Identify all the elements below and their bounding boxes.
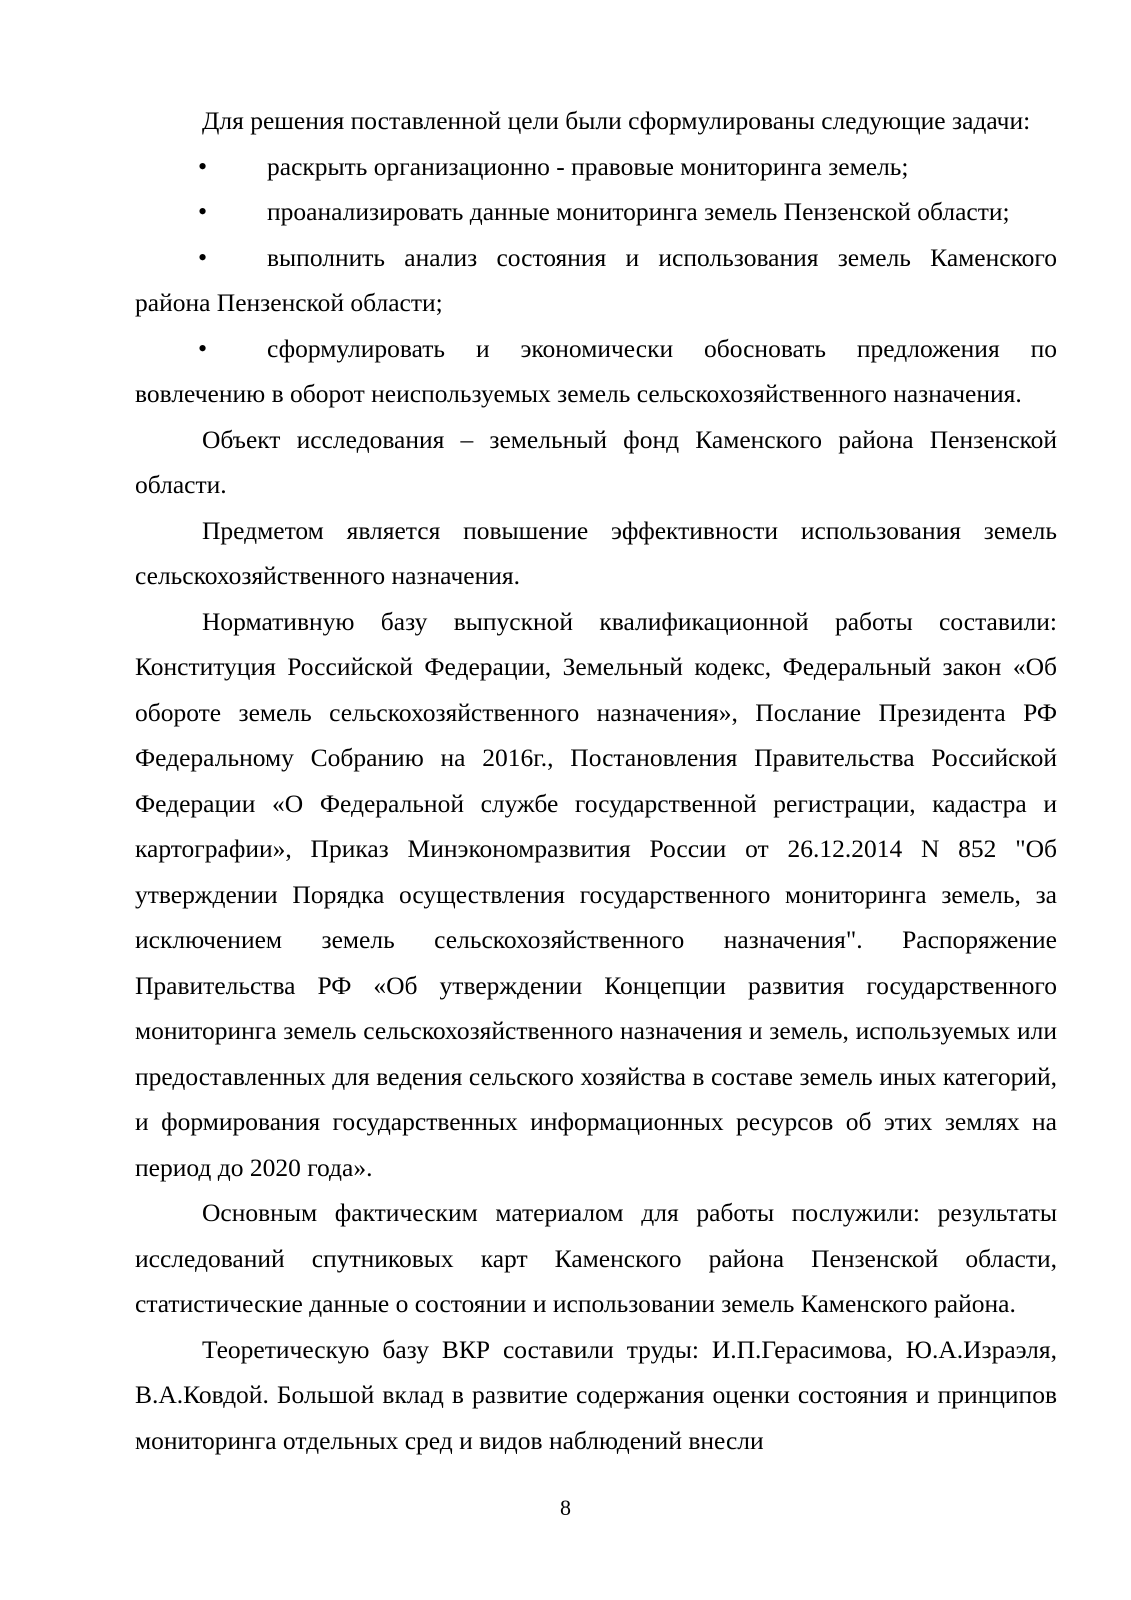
subject-paragraph: Предметом является повышение эффективности использования земель сельскохозяйственного назначения. [135, 515, 1057, 590]
body-text [135, 98, 1057, 1463]
task-item [135, 326, 1057, 417]
theoretical-base-paragraph: Теоретическую базу ВКР составили труды: И.П.Герасимова, Ю.А.Израэля, В.А.Ковдой. Большой вклад в развитие содержания оценки состояния и принципов мониторинга отдельных сред и видов наблюдений внесли [135, 1334, 1057, 1455]
bullet-icon: • [198, 197, 208, 226]
task-text: выполнить анализ состояния и использования земель Каменского района Пензенской области; [135, 242, 1057, 317]
factual-material-paragraph: Основным фактическим материалом для работы послужили: результаты исследований спутниковых карт Каменского района Пензенской области, статистические данные о состоянии и использовании земель Каменского района. [135, 1198, 1057, 1318]
task-text: проанализировать данные мониторинга земель Пензенской области; [267, 197, 1010, 226]
intro-paragraph: Для решения поставленной цели были сформулированы следующие задачи: [202, 106, 1031, 135]
page-number: 8 [560, 1495, 571, 1520]
task-text: сформулировать и экономически обосновать предложения по вовлечению в оборот неиспользуемых земель сельскохозяйственного назначения. [135, 333, 1057, 408]
bullet-icon: • [198, 333, 208, 363]
task-item [135, 189, 1057, 235]
object-paragraph: Объект исследования – земельный фонд Каменского района Пензенской области. [135, 424, 1057, 499]
regulatory-paragraph: Нормативную базу выпускной квалификационной работы составили: Конституция Российской Федерации, Земельный кодекс, Федеральный закон «Об обороте земель сельскохозяйственного назначения», Послание Президента РФ Федеральному Собранию на 2016г., Постановления Правительства Российской Федерации «О Федеральной службе государственной регистрации, кадастра и картографии», Приказ Минэкономразвития России от 26.12.2014 N 852 "Об утверждении Порядка осуществления государственного мониторинга земель, за исключением земель сельскохозяйственного назначения". Распоряжение Правительства РФ «Об утверждении Концепции развития государственного мониторинга земель сельскохозяйственного назначения и земель, используемых или предоставленных для ведения сельского хозяйства в составе земель иных категорий, и формирования государственных информационных ресурсов об этих землях на период до 2020 года». [135, 606, 1057, 1182]
bullet-icon: • [198, 242, 208, 272]
task-item [135, 144, 1057, 190]
task-text: раскрыть организационно - правовые мониторинга земель; [267, 151, 909, 181]
bullet-icon: • [198, 151, 208, 181]
task-item [135, 235, 1057, 326]
